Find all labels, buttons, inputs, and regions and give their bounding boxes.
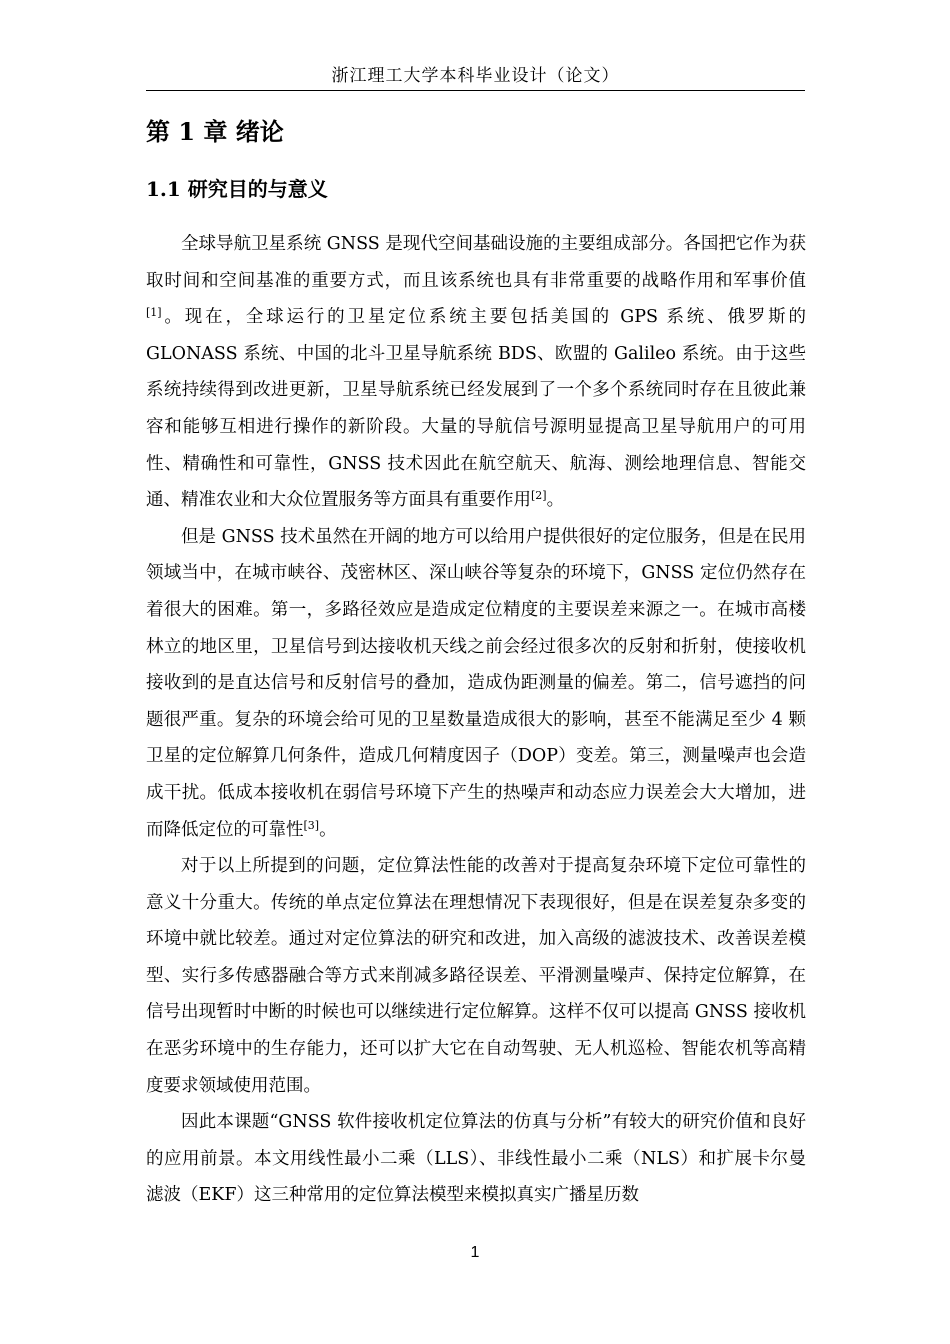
paragraph-3 (146, 848, 806, 1104)
chapter-title: 第 1 章 绪论 (146, 117, 284, 146)
citation: [1] (146, 306, 162, 320)
paragraph-text: 。现在，全球运行的卫星定位系统主要包括美国的 GPS 系统、俄罗斯的 GLONASS 系统、中国的北斗卫星导航系统 BDS、欧盟的 Galileo 系统。由于这些系统持续得到改进更新，卫星导航系统已经发展到了一个多个系统同时存在且彼此兼容和能够互相进行操作的新阶段。大量的导航信号源明显提高卫星导航用户的可用性、精确性和可靠性，GNSS 技术因此在航空航天、航海、测绘地理信息、智能交通、精准农业和大众位置服务等方面具有重要作用 (146, 307, 806, 511)
running-header: 浙江理工大学本科毕业设计（论文） (331, 66, 620, 86)
header-rule (146, 90, 805, 91)
page-number: 1 (470, 1244, 480, 1261)
paragraph-text: 。 (546, 490, 565, 511)
paragraph-1 (146, 226, 806, 519)
paragraph-text: 但是 GNSS 技术虽然在开阔的地方可以给用户提供很好的定位服务，但是在民用领域当中，在城市峡谷、茂密林区、深山峡谷等复杂的环境下，GNSS 定位仍然存在着很大的困难。第一，多路径效应是造成定位精度的主要误差来源之一。在城市高楼林立的地区里，卫星信号到达接收机天线之前会经过很多次的反射和折射，使接收机接收到的是直达信号和反射信号的叠加，造成伪距测量的偏差。第二，信号遮挡的问题很严重。复杂的环境会给可见的卫星数量造成很大的影响，甚至不能满足至少 4 颗卫星的定位解算几何条件，造成几何精度因子（DOP）变差。第三，测量噪声也会造成干扰。低成本接收机在弱信号环境下产生的热噪声和动态应力误差会大大增加，进而降低定位的可靠性 (146, 526, 806, 840)
citation: [3] (303, 818, 320, 832)
paragraph-text: 对于以上所提到的问题，定位算法性能的改善对于提高复杂环境下定位可靠性的意义十分重大。传统的单点定位算法在理想情况下表现很好，但是在误差复杂多变的环境中就比较差。通过对定位算法的研究和改进，加入高级的滤波技术、改善误差模型、实行多传感器融合等方式来削减多路径误差、平滑测量噪声、保持定位解算，在信号出现暂时中断的时候也可以继续进行定位解算。这样不仅可以提高 GNSS 接收机在恶劣环境中的生存能力，还可以扩大它在自动驾驶、无人机巡检、智能农机等高精度要求领域使用范围。 (146, 856, 806, 1096)
body-text (146, 226, 806, 1214)
paragraph-2 (146, 519, 806, 848)
paragraph-text: 全球导航卫星系统 GNSS 是现代空间基础设施的主要组成部分。各国把它作为获取时间和空间基准的重要方式，而且该系统也具有非常重要的战略作用和军事价值 (146, 234, 806, 291)
citation: [2] (531, 489, 547, 503)
section-title: 1.1 研究目的与意义 (146, 177, 328, 201)
paragraph-4 (146, 1104, 806, 1214)
paragraph-text: 因此本课题“GNSS 软件接收机定位算法的仿真与分析”有较大的研究价值和良好的应用前景。本文用线性最小二乘（LLS）、非线性最小二乘（NLS）和扩展卡尔曼滤波（EKF）这三种常用的定位算法模型来模拟真实广播星历数 (146, 1112, 806, 1206)
paragraph-text: 。 (319, 819, 337, 840)
